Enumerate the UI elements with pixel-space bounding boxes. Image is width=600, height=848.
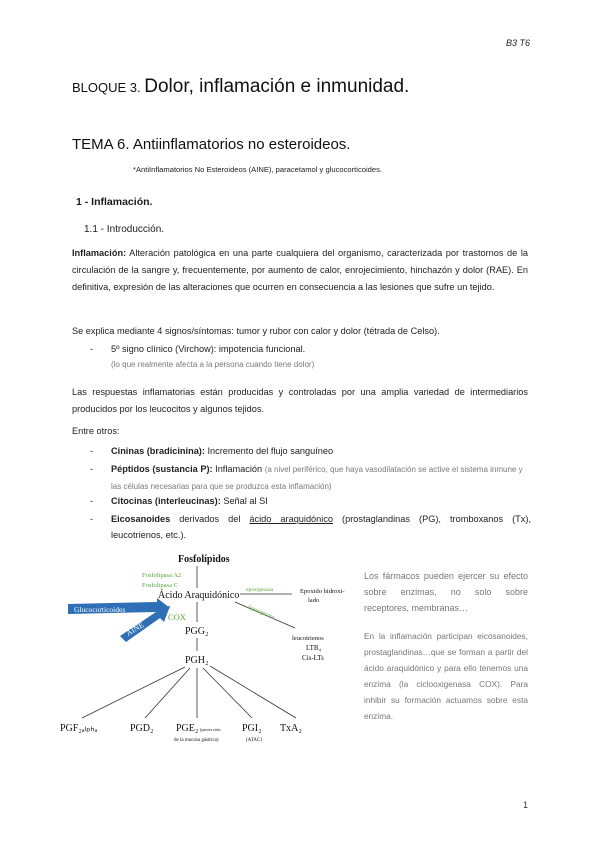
- list-dash: -: [90, 496, 94, 506]
- list-text: [111, 341, 531, 373]
- list-text: [111, 443, 531, 459]
- pge2-note-1: (protección: [200, 727, 221, 732]
- mediator-note: (a nivel periférico, que haya vasodilatación se active el sistema inmune y las células necesarias para que se produzca esta inflamación): [111, 465, 523, 491]
- definition-term: Inflamación:: [72, 248, 127, 258]
- section-heading: 1 - Inflamación.: [76, 196, 153, 208]
- arachidonic-pathway-diagram: [60, 548, 350, 748]
- pgf2a-label: PGF₂ₐₗₚₕₐ: [60, 723, 98, 734]
- page-number: 1: [522, 800, 528, 810]
- block-title: [72, 76, 409, 98]
- entre-otros-label: Entre otros:: [72, 426, 120, 436]
- responses-paragraph: Las respuestas inflamatorias están producidas y controladas por una amplia variedad de intermediarios producidos por los leucocitos y algunos tejidos.: [72, 387, 528, 414]
- list-dash: -: [90, 514, 94, 524]
- mediator-term: Citocinas (interleucinas):: [111, 496, 221, 506]
- pgg2-label: PGG₂: [185, 626, 209, 637]
- mediator-text: Señal al SI: [220, 496, 268, 506]
- acido-label: Ácido Araquidónico: [158, 590, 240, 601]
- list-dash: -: [90, 446, 94, 456]
- pgd2-label: PGD₂: [130, 723, 154, 734]
- epoxido-label-1: Epoxido hidroxi-: [300, 588, 345, 595]
- pgh2-label: PGH₂: [185, 655, 209, 666]
- pge2-label: PGE₂: [176, 723, 199, 734]
- mediator-term: Péptidos (sustancia P):: [111, 464, 213, 474]
- topic-title: TEMA 6. Antiinflamatorios no esteroideos.: [72, 136, 351, 153]
- side-note-cox: En la inflamación participan eicosanoides, prostaglandinas…que se forman a partir del ácido araquidónico y para ello tenemos una enzima (la ciclooxigenasa COX). Para inhibir su formación actuamos sobre esta enzima.: [364, 631, 528, 721]
- fifth-sign-note: (lo que realmente afecta a la persona cuando tiene dolor): [111, 360, 315, 369]
- fosfolipasa-c-label: Fosfolipasa C: [142, 582, 178, 589]
- definition-text: Alteración patológica en una parte cualquiera del organismo, caracterizada por trastornos de la circulación de la sangre y, frecuentemente, por aumento de calor, enrojecimiento, hinchazón y dolor (RAE). En definitiva, expresión de las alteraciones que ocurren en consecuencia a las lesiones que sufre un tejido.: [72, 248, 528, 292]
- block-prefix: BLOQUE 3.: [72, 80, 145, 95]
- fosfolipidos-label: Fosfolípidos: [178, 554, 230, 565]
- arachidonic-link: ácido araquidónico: [249, 514, 334, 524]
- epoxido-label-2: lado: [308, 597, 320, 604]
- aine-label: AINE: [124, 620, 146, 638]
- mediator-term: Eicosanoides: [111, 514, 171, 524]
- arrow-line: [203, 668, 252, 718]
- ltb4-label: LTB₄: [306, 644, 322, 652]
- topic-subtitle: *AntiInflamatorios No Esteroideos (AINE), paracetamol y glucocorticoides.: [133, 165, 383, 174]
- leucotrienos-label: leucotrienos: [292, 635, 324, 642]
- epoxigenasa-label: epoxigenasa: [246, 587, 274, 593]
- subsection-heading: 1.1 - Introducción.: [84, 224, 165, 235]
- txa2-label: TxA₂: [280, 723, 302, 734]
- mediator-text: Incremento del flujo sanguíneo: [204, 446, 334, 456]
- header-code: B3 T6: [505, 38, 530, 48]
- arrow-line: [210, 666, 296, 718]
- signs-paragraph: Se explica mediante 4 signos/síntomas: tumor y rubor con calor y dolor (tétrada de Celso).: [72, 326, 440, 336]
- pgi2-label: PGI₂: [242, 723, 262, 734]
- mediator-term: Cininas (bradicinina):: [111, 446, 205, 456]
- lipoxigenasa-label: lipoxigenasa: [247, 604, 276, 621]
- fosfolipasa-a2-label: Fosfolipasa A2: [142, 572, 182, 579]
- glucocorticoides-label: Glucocorticoides: [74, 605, 126, 614]
- mediator-text: (prostaglandinas (PG), tromboxanos (Tx), leucotrienos, etc.).: [111, 514, 531, 540]
- block-name: Dolor, inflamación e inmunidad.: [144, 76, 410, 97]
- list-dash: -: [90, 344, 94, 354]
- arrow-line: [82, 667, 185, 718]
- mediator-text: derivados del: [170, 514, 250, 524]
- list-text: [111, 461, 531, 495]
- pge2-note-2: de la mucosa gástrica): [174, 738, 219, 743]
- mediator-text: Inflamación: [212, 464, 265, 474]
- list-text: [111, 511, 531, 543]
- fifth-sign: 5º signo clínico (Virchow): impotencia funcional.: [111, 344, 306, 354]
- cox-label: COX: [168, 612, 186, 622]
- list-dash: -: [90, 464, 94, 474]
- pgi2-note: (ATAC): [246, 738, 262, 743]
- side-note-drugs: Los fármacos pueden ejercer su efecto sobre enzimas, no solo sobre receptores, membranas…: [364, 571, 528, 613]
- definition-paragraph: [72, 245, 528, 296]
- list-text: [111, 493, 531, 509]
- cisltr-label: Cis-LTs: [302, 654, 324, 662]
